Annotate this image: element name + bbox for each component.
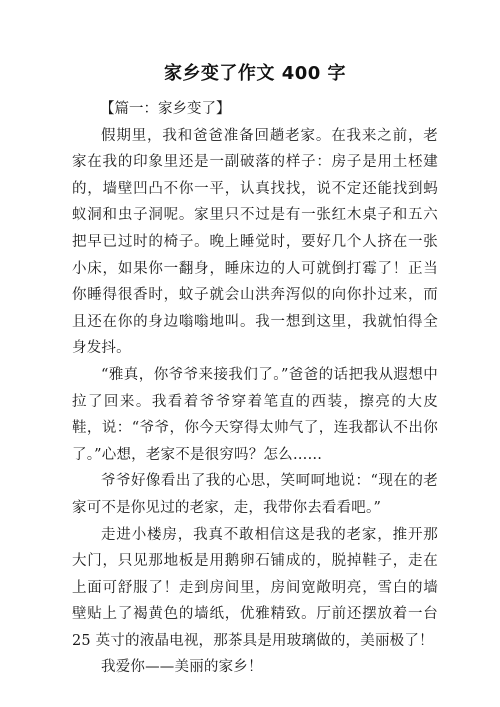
section-heading: 【篇一：家乡变了】 — [100, 101, 231, 117]
paragraph-4: 走进小楼房，我真不敢相信这是我的老家，推开那大门，只见那地板是用鹅卵石铺成的，脱掉鞋子，走在上面可舒服了！走到房间里，房间宽敞明亮，雪白的墙壁贴上了褐黄色的墙纸，优雅精致。厅前还摆放着一台 25 英寸的液晶电视，那茶具是用玻璃做的，美丽极了！ — [72, 526, 438, 649]
paragraph-2: “雅真，你爷爷来接我们了。”爸爸的话把我从遐想中拉了回来。我看着爷爷穿着笔直的西装，擦亮的大皮鞋，说：“爷爷，你今天穿得太帅气了，连我都认不出你了。”心想，老家不是很穷吗？怎么…… — [72, 366, 438, 463]
paragraph-5: 我爱你——美丽的家乡！ — [101, 659, 263, 676]
paragraph-3: 爷爷好像看出了我的心思，笑呵呵地说：“现在的老家可不是你见过的老家，走，我带你去看看吧。” — [72, 473, 438, 516]
paragraph-1: 假期里，我和爸爸准备回趟老家。在我来之前，老家在我的印象里还是一副破落的样子：房子是用土柸建的，墙壁凹凸不你一平，认真找找，说不定还能找到蚂蚁洞和虫子洞呢。家里只不过是有一张红木桌子和五六把早已过时的椅子。晚上睡觉时，要好几个人挤在一张小床，如果你一翻身，睡床边的人可就倒打霉了！正当你睡得很香时，蚊子就会山洪奔泻似的向你扑过来，而且还在你的身边嗡嗡地叫。我一想到这里，我就怕得全身发抖。 — [72, 127, 438, 357]
document-title: 家乡变了作文 400 字 — [163, 63, 347, 84]
